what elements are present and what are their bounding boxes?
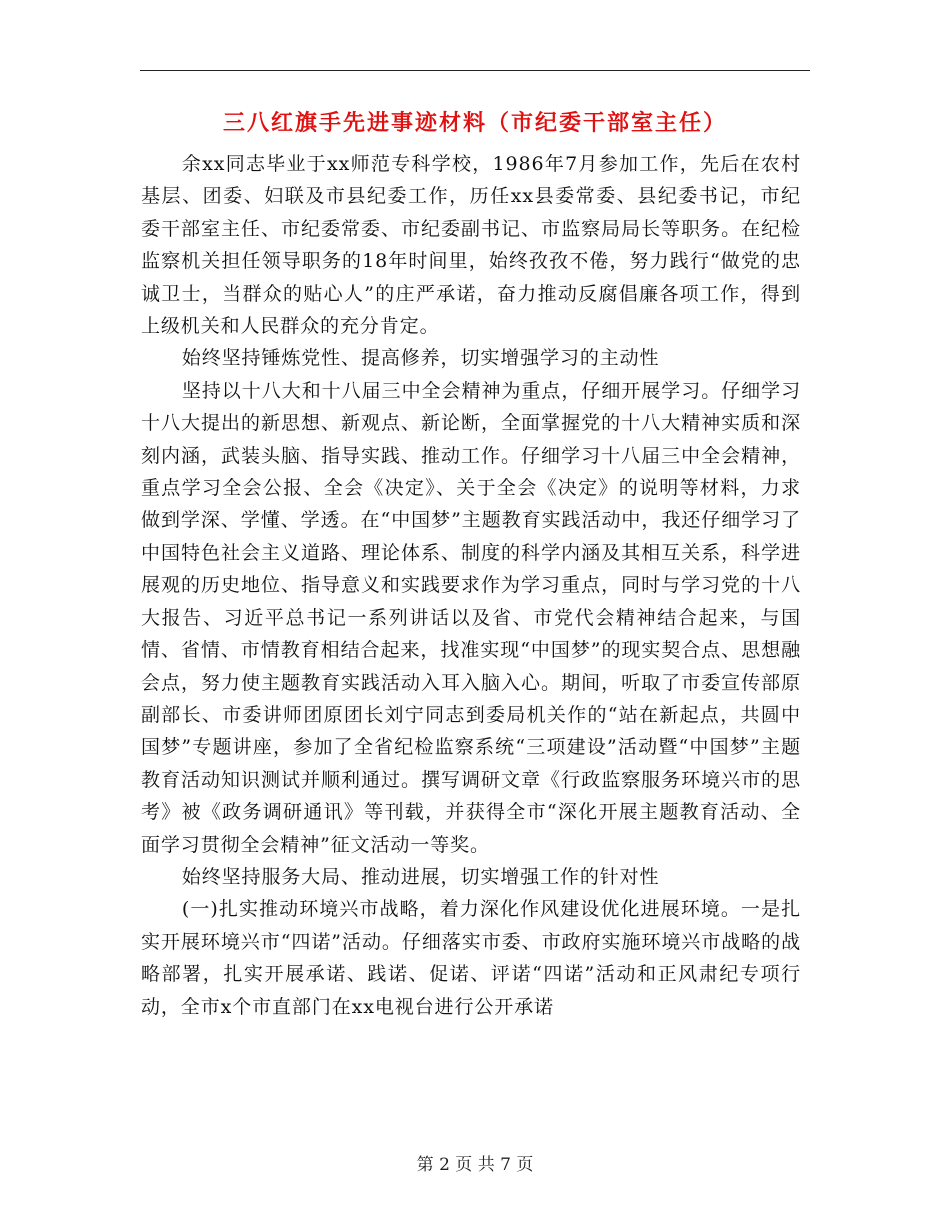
paragraph-intro: 余xx同志毕业于xx师范专科学校，1986年7月参加工作，先后在农村基层、团委、妇联及市县纪委工作，历任xx县委常委、县纪委书记，市纪委干部室主任、市纪委常委、市纪委副书记、市监察局局长等职务。在纪检监察机关担任领导职务的18年时间里，始终孜孜不倦，努力践行“做党的忠诚卫士，当群众的贴心人”的庄严承诺，奋力推动反腐倡廉各项工作，得到上级机关和人民群众的充分肯定。 [141, 153, 801, 338]
section-heading-work: 始终坚持服务大局、推动进展，切实增强工作的针对性 [181, 865, 660, 888]
page-number-footer: 第 2 页 共 7 页 [416, 1155, 534, 1175]
section-heading-study: 始终坚持锤炼党性、提高修养，切实增强学习的主动性 [181, 347, 660, 370]
paragraph-work: (一)扎实推动环境兴市战略，着力深化作风建设优化进展环境。一是扎实开展环境兴市“四诺”活动。仔细落实市委、市政府实施环境兴市战略的战略部署，扎实开展承诺、践诺、促诺、评诺“四诺”活动和正风肃纪专项行动，全市x个市直部门在xx电视台进行公开承诺 [141, 898, 801, 1018]
header-rule [140, 70, 810, 71]
paragraph-study: 坚持以十八大和十八届三中全会精神为重点，仔细开展学习。仔细学习十八大提出的新思想、新观点、新论断，全面掌握党的十八大精神实质和深刻内涵，武装头脑、指导实践、推动工作。仔细学习十八届三中全会精神，重点学习全会公报、全会《决定》、关于全会《决定》的说明等材料，力求做到学深、学懂、学透。在“中国梦”主题教育实践活动中，我还仔细学习了中国特色社会主义道路、理论体系、制度的科学内涵及其相互关系，科学进展观的历史地位、指导意义和实践要求作为学习重点，同时与学习党的十八大报告、习近平总书记一系列讲话以及省、市党代会精神结合起来，与国情、省情、市情教育相结合起来，找准实现“中国梦”的现实契合点、思想融会点，努力使主题教育实践活动入耳入脑入心。期间，听取了市委宣传部原副部长、市委讲师团原团长刘宁同志到委局机关作的“站在新起点，共圆中国梦”专题讲座，参加了全省纪检监察系统“三项建设”活动暨“中国梦”主题教育活动知识测试并顺利通过。撰写调研文章《行政监察服务环境兴市的思考》被《政务调研通讯》等刊载，并获得全市“深化开展主题教育活动、全面学习贯彻全会精神”征文活动一等奖。 [141, 379, 801, 856]
document-title: 三八红旗手先进事迹材料（市纪委干部室主任） [222, 110, 727, 136]
document-body [141, 148, 801, 1023]
